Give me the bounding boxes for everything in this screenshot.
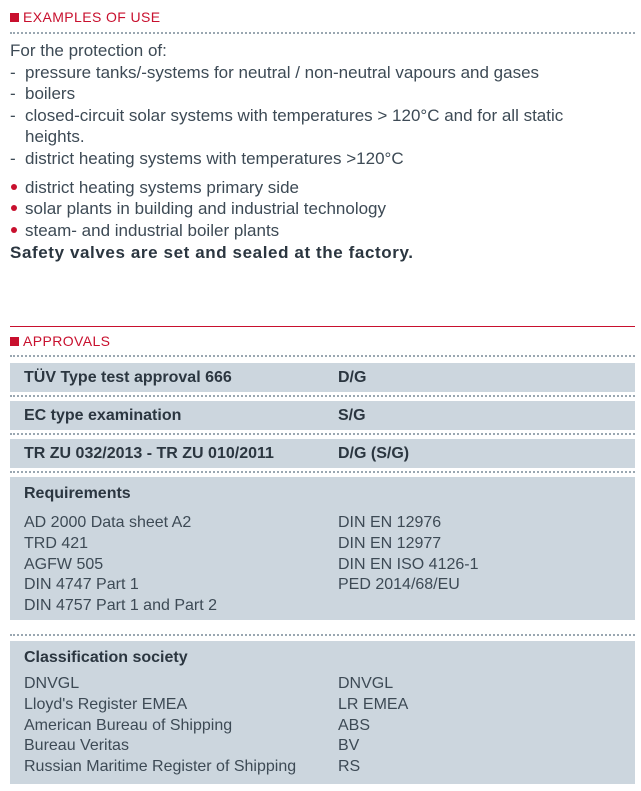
row-divider	[10, 433, 635, 435]
list-item: DIN EN ISO 4126-1	[338, 555, 479, 573]
list-item: district heating systems primary side	[10, 177, 635, 199]
list-item: DIN EN 12976	[338, 514, 442, 531]
list-item: LR EMEA	[338, 695, 409, 713]
row-divider	[10, 395, 635, 397]
list-item: solar plants in building and industrial technology	[10, 198, 635, 220]
requirements-box	[10, 477, 635, 620]
row-divider	[10, 634, 635, 636]
section-rule	[10, 326, 635, 327]
list-item: steam- and industrial boiler plants	[10, 220, 635, 242]
list-item: DIN 4757 Part 1 and Part 2	[24, 597, 217, 615]
list-item: RS	[338, 758, 361, 776]
list-item: AGFW 505	[24, 555, 104, 573]
approval-row	[10, 401, 635, 430]
examples-content	[10, 40, 635, 264]
dash-list	[10, 62, 635, 170]
approval-code: S/G	[338, 407, 366, 424]
heading-marker-icon	[10, 13, 19, 22]
requirements-right-column	[338, 513, 479, 596]
classification-box	[10, 641, 635, 784]
approval-code: D/G	[338, 369, 367, 386]
approval-name: TR ZU 032/2013 - TR ZU 010/2011	[24, 445, 274, 462]
section-divider	[10, 32, 635, 34]
approvals-heading	[10, 333, 110, 349]
classification-title: Classification society	[24, 649, 188, 666]
approval-code: D/G (S/G)	[338, 445, 410, 462]
list-item: - pressure tanks/-systems for neutral / non-neutral vapours and gases	[10, 62, 635, 84]
bullet-list	[10, 177, 635, 242]
list-item: PED 2014/68/EU	[338, 576, 460, 594]
list-item: - closed-circuit solar systems with temperatures > 120°C and for all static heights.	[10, 105, 635, 148]
list-item: ABS	[338, 716, 371, 734]
section-divider	[10, 355, 635, 357]
classification-left-column	[24, 674, 296, 778]
heading-marker-icon	[10, 337, 19, 346]
list-item: AD 2000 Data sheet A2	[24, 514, 192, 531]
factory-note: Safety valves are set and sealed at the factory.	[10, 243, 414, 263]
list-item: - boilers	[10, 83, 635, 105]
list-item: American Bureau of Shipping	[24, 716, 233, 734]
requirements-left-column	[24, 513, 217, 617]
approval-row	[10, 363, 635, 392]
examples-heading-label: EXAMPLES OF USE	[23, 9, 161, 25]
approval-name: TÜV Type test approval 666	[24, 369, 232, 386]
list-item: Lloyd's Register EMEA	[24, 695, 188, 713]
list-item: TRD 421	[24, 534, 89, 552]
approval-name: EC type examination	[24, 407, 182, 424]
requirements-title: Requirements	[24, 485, 131, 502]
list-item: BV	[338, 737, 360, 755]
list-item: DNVGL	[338, 675, 394, 692]
list-item: DNVGL	[24, 675, 80, 692]
list-item: DIN 4747 Part 1	[24, 576, 139, 594]
approvals-heading-label: APPROVALS	[23, 333, 111, 349]
list-item: - district heating systems with temperatures >120°C	[10, 148, 635, 170]
list-item: Russian Maritime Register of Shipping	[24, 758, 297, 776]
list-item: Bureau Veritas	[24, 737, 129, 755]
list-item: DIN EN 12977	[338, 534, 442, 552]
examples-intro: For the protection of:	[10, 41, 167, 60]
examples-heading	[10, 9, 160, 25]
approval-row	[10, 439, 635, 468]
classification-right-column	[338, 674, 408, 778]
row-divider	[10, 471, 635, 473]
